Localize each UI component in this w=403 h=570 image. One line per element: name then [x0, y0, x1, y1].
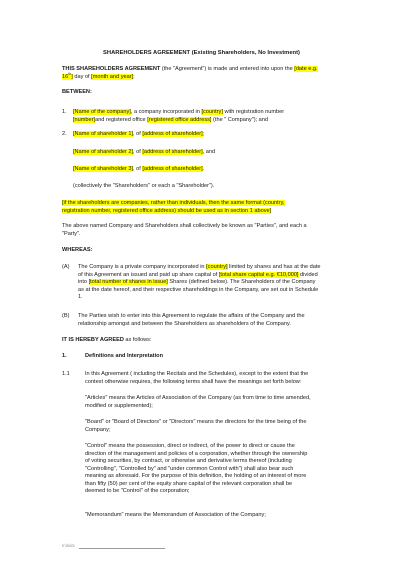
document-title: SHAREHOLDERS AGREEMENT (Existing Shareholders, No Investment) [103, 50, 300, 56]
party-1-line-2: [number]and registered office [registered office address] (the " Company"); and [73, 116, 269, 123]
definition-control-line-4: "Controlling", "Controlled by" and "under common Control with") shall also bear such [85, 465, 294, 472]
company-shareholder-note-line-2: registration number, registered office address) should be used as in section 1 above] [62, 207, 272, 214]
placeholder-registration-number: [number] [73, 116, 96, 123]
recital-a-line-3: into [total number of shares in issue] Shares (defined below). The Shareholders of the Company [78, 279, 316, 285]
definition-board-line-1: "Board" or "Board of Directors" or "Directors" means the directors for the time being of the [85, 419, 307, 425]
party-1-line-1: [Name of the company], a company incorporated in [country] with registration number [73, 109, 285, 115]
placeholder-shareholder-3-address: [address of shareholder] [142, 166, 203, 172]
party-3-line: [Name of shareholder 2], of [address of shareholder], and [73, 149, 216, 155]
whereas-heading: WHEREAS: [62, 247, 93, 253]
party-4-line: [Name of shareholder 3], of [address of shareholder]. [73, 166, 205, 172]
party-2-number: 2. [62, 131, 67, 137]
placeholder-share-capital: [total share capital e.g. €10,000] [218, 271, 299, 278]
placeholder-shareholder-3: [Name of shareholder 3] [73, 166, 134, 172]
intro-day-of: day of [72, 73, 92, 80]
collectively-line: (collectively the "Shareholders" or each a "Shareholder"). [73, 183, 215, 189]
section-1-title: Definitions and Interpretation [85, 353, 164, 359]
initials-label: Initials [62, 543, 75, 548]
parties-line-2: "Party". [62, 230, 81, 237]
clause-1-1-line-2: context otherwise requires, the following terms shall have the meanings set forth below: [85, 378, 302, 385]
company-shareholder-note-line-1: [if the shareholders are companies, rather than individuals, then the same format (country, [62, 200, 285, 206]
recital-b-line-2: relationship amongst and between the Shareholders as shareholders of the Company. [78, 320, 291, 327]
recital-b-line-1: The Parties wish to enter into this Agreement to regulate the affairs of the Company and the [78, 313, 305, 319]
initials-signature-line [79, 548, 165, 549]
clause-1-1-line-1: In this Agreement ( including the Recitals and the Schedules), except to the extent that the [85, 371, 309, 377]
definition-control-line-5: meaning as aforesaid. For the purpose of this definition, the holding of an interest of more [85, 473, 307, 479]
placeholder-number-of-shares: [total number of shares in issue] [88, 279, 168, 285]
recital-b-label: (B) [62, 313, 70, 319]
placeholder-recital-country: [country] [206, 264, 228, 270]
definition-control-line-2: direction of the management and policies of a corporation, whether through the ownership [85, 450, 308, 457]
recital-a-label: (A) [62, 264, 70, 270]
recital-a-line-5: 1. [78, 294, 83, 300]
definition-board-line-2: Company; [85, 426, 111, 433]
placeholder-shareholder-2: [Name of shareholder 2] [73, 149, 134, 155]
definition-memorandum-line: "Memorandum" means the Memorandum of Association of the Company; [85, 512, 266, 518]
initials-footer [62, 542, 165, 549]
recital-a-line-4: as at the date hereof, and their respective shareholdings in the Company, are set out in Schedule [78, 286, 319, 293]
definition-control-line-1: "Control" means the possession, direct or indirect, of the power to direct or cause the [85, 443, 295, 449]
definition-control-line-3: of voting securities, by contract, or otherwise and derivative terms thereof (including [85, 458, 292, 464]
section-1-number: 1. [62, 353, 67, 359]
agreed-line: IT IS HEREBY AGREED as follows: [62, 337, 152, 343]
placeholder-shareholder-1-address: [address of shareholder] [142, 131, 203, 137]
between-heading: BETWEEN: [62, 89, 92, 95]
party-2-line: [Name of shareholder 1], of [address of shareholder]; [73, 131, 205, 137]
recital-a-line-2: of this Agreement an issued and paid up share capital of [total share capital e.g. €10,000] divided [78, 271, 318, 278]
definition-control-line-6: than fifty (50) per cent of the equity share capital of the relevant corporation shall be [85, 480, 293, 487]
placeholder-shareholder-1: [Name of shareholder 1] [73, 131, 134, 137]
parties-line-1: The above named Company and Shareholders shall collectively be known as "Parties", and each a [62, 223, 307, 229]
intro-line-1 [62, 66, 318, 73]
definition-articles-line-1: "Articles" means the Articles of Association of the Company (as from time to time amended, [85, 395, 311, 401]
definition-articles-line-2: modified or supplemented); [85, 402, 153, 409]
placeholder-country: [country] [201, 109, 223, 115]
intro-text: (the "Agreement") is made and entered into upon the [160, 66, 295, 72]
placeholder-shareholder-2-address: [address of shareholder] [142, 149, 203, 155]
intro-line-2: 16th] day of [month and year]; [62, 71, 135, 80]
definition-control-line-7: deemed to be "Control" of the corporation; [85, 488, 190, 494]
clause-1-1-number: 1.1 [62, 371, 70, 377]
placeholder-month-year: [month and year] [91, 73, 134, 80]
placeholder-registered-office: [registered office address] [147, 116, 212, 123]
placeholder-date: [date e.g. [294, 66, 318, 72]
recital-a-line-1: The Company is a private company incorporated in [country] limited by shares and has at the date [78, 264, 321, 270]
party-1-number: 1. [62, 109, 67, 115]
placeholder-day: 16th] [62, 71, 73, 80]
intro-agreement-label: THIS SHAREHOLDERS AGREEMENT [62, 66, 161, 72]
placeholder-company-name: [Name of the company] [73, 109, 131, 115]
